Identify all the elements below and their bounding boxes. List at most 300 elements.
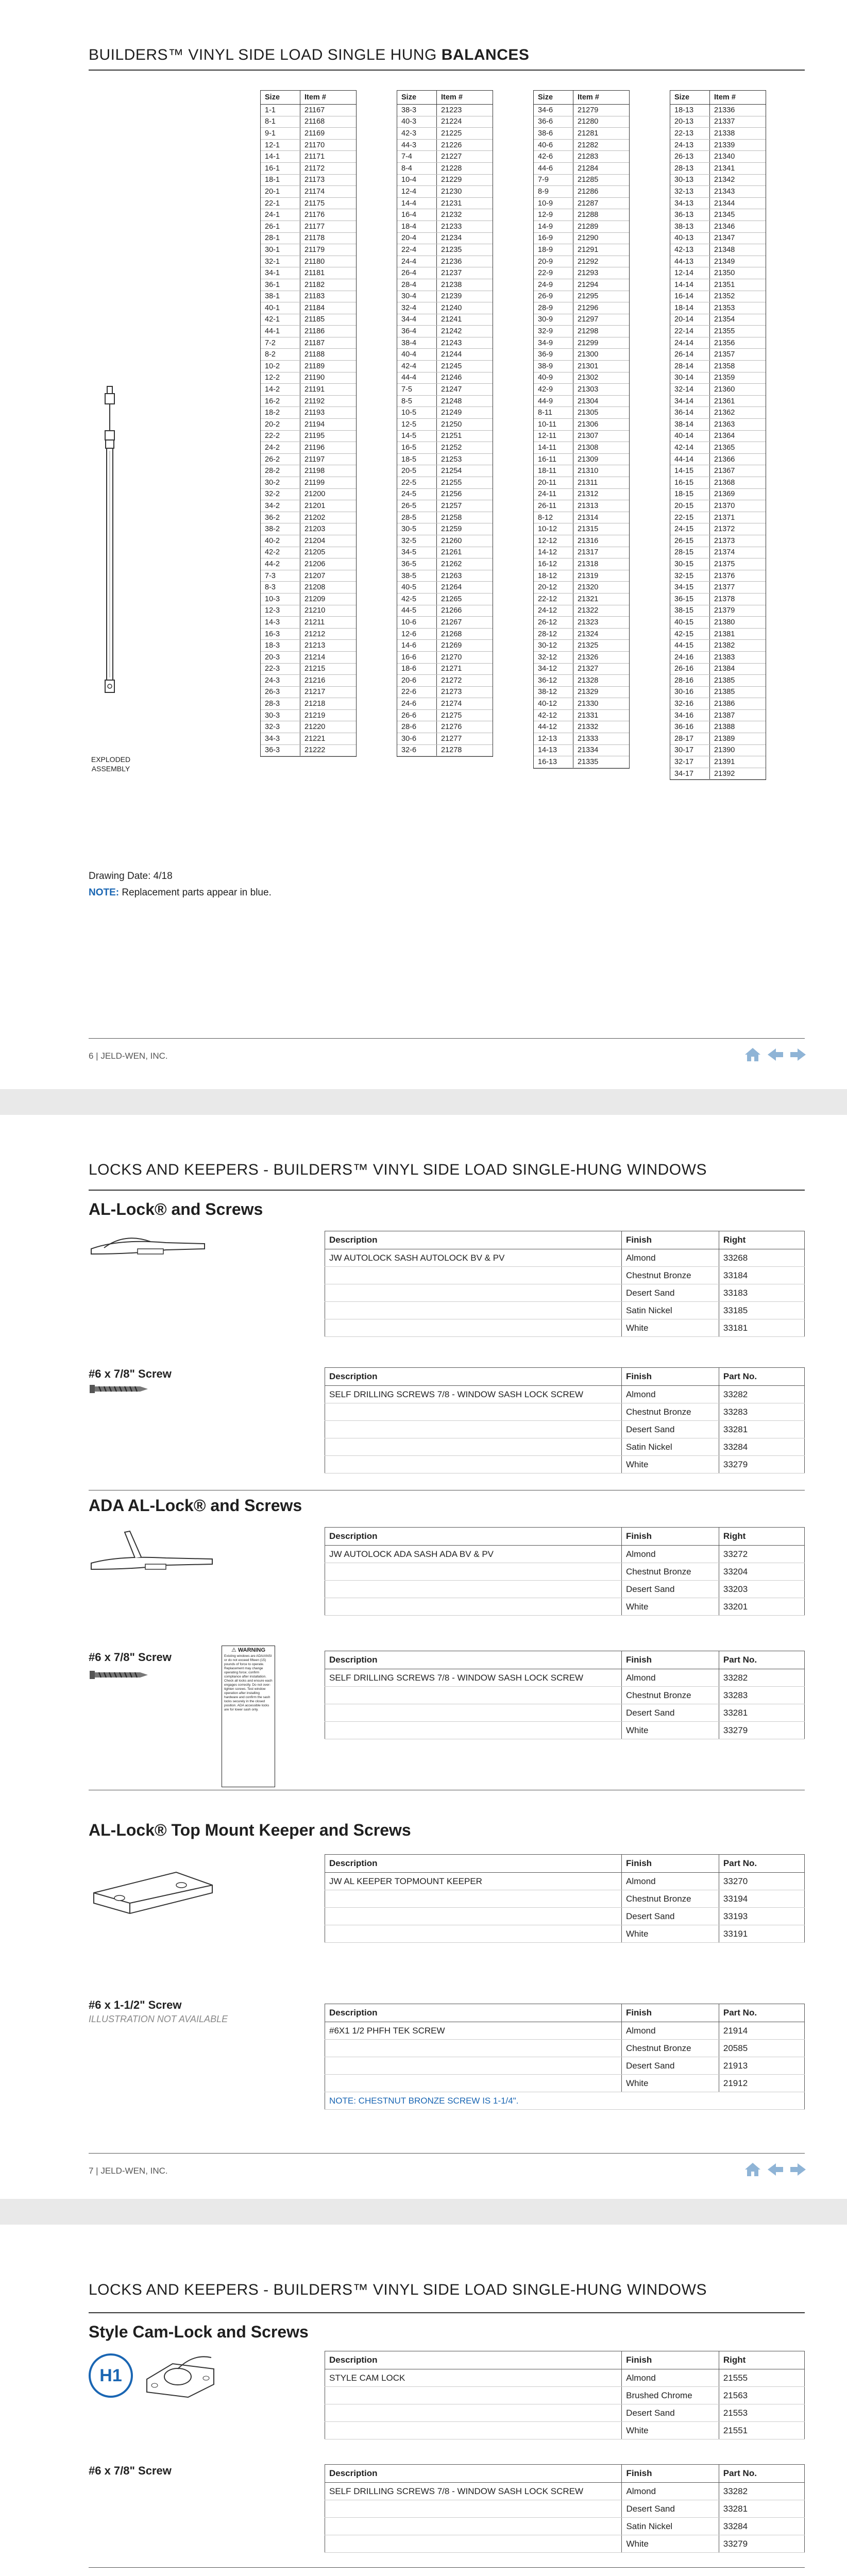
next-arrow-icon[interactable]: [789, 2162, 807, 2180]
balance-size: 24-3: [261, 675, 300, 687]
table-row: [534, 221, 629, 232]
balance-size: 34-13: [670, 197, 710, 209]
balance-size: 20-9: [534, 256, 573, 267]
balance-size: 20-5: [397, 465, 437, 477]
balance-item: 21325: [573, 640, 630, 652]
balance-item: 21235: [437, 244, 493, 256]
balance-size: 44-9: [534, 395, 573, 407]
table-row: [325, 1421, 805, 1438]
col-item: Item #: [573, 91, 630, 105]
table-row: [397, 337, 493, 349]
table-row: [397, 186, 493, 198]
table-row: [670, 675, 766, 687]
part-number: 21551: [719, 2422, 804, 2439]
balance-item: 21246: [437, 372, 493, 384]
balance-size: 14-3: [261, 617, 300, 629]
balance-size: 32-13: [670, 186, 710, 198]
part-number: 33268: [719, 1249, 804, 1267]
replacement-note: NOTE: Replacement parts appear in blue.: [89, 887, 272, 898]
table-row: [397, 617, 493, 629]
table-row: [261, 256, 356, 267]
part-description: [325, 1302, 622, 1319]
balance-size: 12-14: [670, 267, 710, 279]
balance-item: 21377: [710, 582, 766, 594]
balance-item: 21167: [300, 105, 357, 116]
part-number: 33203: [719, 1581, 804, 1598]
table-row: [397, 582, 493, 594]
part-number: 21563: [719, 2387, 804, 2404]
warning-label: ⚠ WARNING Existing windows are ADA/ANSI or do not exceed fifteen (15) pounds of force to operate. Replacement may change operating force; confirm compliance after installation. Check all locks and ensure each engages correctly. Do not over-tighten screws. Test window operation after installing hardware and confirm the sash locks securely in the closed position. ADA accessible locks are for lower sash only.: [222, 1646, 275, 1787]
prev-arrow-icon[interactable]: [767, 2162, 784, 2180]
balance-size: 30-17: [670, 744, 710, 756]
table-row: [397, 477, 493, 489]
balance-size: 22-14: [670, 326, 710, 337]
balance-item: 21184: [300, 302, 357, 314]
balance-size: 28-17: [670, 733, 710, 745]
balance-item: 21192: [300, 395, 357, 407]
col-finish: Finish: [621, 1651, 719, 1669]
table-row: [261, 128, 356, 140]
balance-size: 34-3: [261, 733, 300, 745]
balance-size: 42-13: [670, 244, 710, 256]
table-row: [670, 326, 766, 337]
table-row: [325, 2483, 805, 2500]
balance-item: 21187: [300, 337, 357, 349]
balance-item: 21171: [300, 151, 357, 163]
balance-item: 21236: [437, 256, 493, 267]
part-number: 33183: [719, 1284, 804, 1302]
balance-size: 34-9: [534, 337, 573, 349]
table-row: [670, 162, 766, 174]
table-row: [261, 279, 356, 291]
table-row: [670, 232, 766, 244]
part-description: [325, 1581, 622, 1598]
balance-item: 21364: [710, 430, 766, 442]
part-number: 33282: [719, 2483, 804, 2500]
balance-size: 18-9: [534, 244, 573, 256]
part-number: 33282: [719, 1386, 804, 1403]
balance-size: 7-4: [397, 151, 437, 163]
table-row: [261, 232, 356, 244]
balance-size: 20-14: [670, 314, 710, 326]
table-row: [261, 314, 356, 326]
table-row: [534, 314, 629, 326]
table-row: [261, 326, 356, 337]
table-cam-lock-screws: [325, 2464, 805, 2553]
table-row: [325, 1925, 805, 1943]
balance-size: 42-15: [670, 628, 710, 640]
balance-item: 21303: [573, 384, 630, 396]
part-number: 33283: [719, 1687, 804, 1704]
table-row: [325, 1687, 805, 1704]
table-row: [670, 756, 766, 768]
balance-item: 21337: [710, 116, 766, 128]
table-al-lock-screws: [325, 1367, 805, 1473]
balance-item: 21179: [300, 244, 357, 256]
home-icon[interactable]: [744, 2162, 761, 2180]
balance-item: 21257: [437, 500, 493, 512]
balance-item: 21177: [300, 221, 357, 232]
table-row: [534, 395, 629, 407]
table-row: [397, 105, 493, 116]
table-row: [397, 349, 493, 361]
table-row: [261, 291, 356, 302]
balance-item: 21253: [437, 453, 493, 465]
table-row: [534, 209, 629, 221]
balance-size: 8-9: [534, 186, 573, 198]
balance-item: 21322: [573, 605, 630, 617]
balance-size: 10-5: [397, 407, 437, 419]
balance-item: 21306: [573, 419, 630, 431]
part-description: SELF DRILLING SCREWS 7/8 - WINDOW SASH LOCK SCREW: [325, 1386, 622, 1403]
part-finish: Desert Sand: [622, 2404, 719, 2422]
balance-size: 20-1: [261, 186, 300, 198]
table-row: [397, 721, 493, 733]
table-row: [670, 570, 766, 582]
table-row: [670, 407, 766, 419]
table-row: [534, 605, 629, 617]
table-row: [261, 209, 356, 221]
col-finish: Finish: [621, 1528, 719, 1546]
part-description: [325, 1563, 622, 1581]
balance-size: 26-16: [670, 663, 710, 675]
table-row: [261, 558, 356, 570]
footer-rule: [89, 1038, 805, 1039]
balance-item: 21321: [573, 593, 630, 605]
balance-item: 21168: [300, 116, 357, 128]
balance-item: 21347: [710, 232, 766, 244]
balance-size: 16-9: [534, 232, 573, 244]
balance-size: 40-9: [534, 372, 573, 384]
table-row: [325, 2075, 805, 2092]
table-row: [534, 267, 629, 279]
table-row: [261, 698, 356, 710]
balance-size: 22-3: [261, 663, 300, 675]
part-number: 33281: [719, 1704, 804, 1722]
balance-item: 21371: [710, 512, 766, 523]
balance-size: 16-3: [261, 628, 300, 640]
balance-size: 36-9: [534, 349, 573, 361]
balance-item: 21227: [437, 151, 493, 163]
table-row: [670, 372, 766, 384]
balance-item: 21229: [437, 174, 493, 186]
table-row: [534, 617, 629, 629]
balance-item: 21225: [437, 128, 493, 140]
balance-item: 21283: [573, 151, 630, 163]
balance-item: 21304: [573, 395, 630, 407]
balance-item: 21169: [300, 128, 357, 140]
balance-item: 21288: [573, 209, 630, 221]
balance-item: 21202: [300, 512, 357, 523]
balance-size: 38-5: [397, 570, 437, 582]
part-number: 33184: [719, 1267, 804, 1284]
table-row: [261, 384, 356, 396]
balance-item: 21282: [573, 139, 630, 151]
balance-item: 21391: [710, 756, 766, 768]
balance-size: 16-4: [397, 209, 437, 221]
balance-item: 21195: [300, 430, 357, 442]
table-row: [534, 116, 629, 128]
balance-size: 26-2: [261, 453, 300, 465]
table-row: [670, 244, 766, 256]
table-row: [534, 453, 629, 465]
balance-item: 21203: [300, 523, 357, 535]
balance-item: 21188: [300, 349, 357, 361]
balance-item: 21190: [300, 372, 357, 384]
balance-item: 21211: [300, 617, 357, 629]
balance-size: 44-13: [670, 256, 710, 267]
table-row: [670, 151, 766, 163]
balance-item: 21240: [437, 302, 493, 314]
table-row: [397, 151, 493, 163]
table-row: [261, 361, 356, 372]
section-title-top-mount-keeper: AL-Lock® Top Mount Keeper and Screws: [89, 1821, 411, 1839]
balance-item: 21316: [573, 535, 630, 547]
part-finish: White: [621, 1456, 719, 1473]
balance-size: 32-17: [670, 756, 710, 768]
table-row: [261, 500, 356, 512]
part-number: 33281: [719, 1421, 804, 1438]
part-description: [325, 1403, 622, 1421]
balance-item: 21386: [710, 698, 766, 710]
table-row: [261, 477, 356, 489]
table-row: [534, 686, 629, 698]
balance-size: 36-2: [261, 512, 300, 523]
section-title-style-cam-lock: Style Cam-Lock and Screws: [89, 2323, 309, 2341]
balance-size: 24-6: [397, 698, 437, 710]
table-ada-al-lock: [325, 1527, 805, 1616]
table-row: [261, 349, 356, 361]
balance-item: 21335: [573, 756, 630, 768]
table-row: [261, 151, 356, 163]
table-row: [670, 709, 766, 721]
table-row: [397, 209, 493, 221]
balance-size: 7-5: [397, 384, 437, 396]
prev-arrow-icon[interactable]: [767, 1047, 784, 1065]
part-number: 21912: [719, 2075, 804, 2092]
balance-item: 21368: [710, 477, 766, 489]
balance-size: 20-11: [534, 477, 573, 489]
balance-item: 21356: [710, 337, 766, 349]
balance-item: 21369: [710, 488, 766, 500]
balance-item: 21205: [300, 547, 357, 558]
part-finish: Chestnut Bronze: [621, 1563, 719, 1581]
table-row: [325, 2387, 805, 2404]
col-finish: Finish: [621, 1368, 719, 1386]
col-finish: Finish: [621, 2004, 719, 2022]
balance-size: 34-5: [397, 547, 437, 558]
screw-title: #6 x 7/8" Screw: [89, 2464, 172, 2477]
table-row: [325, 1563, 805, 1581]
home-icon[interactable]: [744, 1047, 761, 1065]
balance-item: 21223: [437, 105, 493, 116]
table-row: [397, 232, 493, 244]
part-finish: White: [622, 2422, 719, 2439]
balance-size: 20-15: [670, 500, 710, 512]
table-row: [397, 442, 493, 454]
balance-item: 21210: [300, 605, 357, 617]
col-right: Right: [719, 1528, 804, 1546]
balance-size: 1-1: [261, 105, 300, 116]
header-rule: [89, 1190, 805, 1191]
balance-size: 28-3: [261, 698, 300, 710]
table-row: [534, 628, 629, 640]
balance-item: 21383: [710, 651, 766, 663]
balance-size: 42-2: [261, 547, 300, 558]
table-row: [534, 419, 629, 431]
table-row: [261, 547, 356, 558]
table-row: [534, 512, 629, 523]
table-row: [397, 628, 493, 640]
table-row: [325, 2500, 805, 2518]
part-finish: Chestnut Bronze: [621, 1403, 719, 1421]
part-finish: Almond: [622, 1873, 719, 1890]
table-row: [325, 2518, 805, 2535]
table-row: [325, 1302, 805, 1319]
balance-size: 38-4: [397, 337, 437, 349]
table-row: [397, 675, 493, 687]
balance-size: 32-14: [670, 384, 710, 396]
balance-item: 21355: [710, 326, 766, 337]
col-description: Description: [325, 2351, 622, 2369]
balance-item: 21287: [573, 197, 630, 209]
balance-column-3: [533, 90, 630, 769]
part-finish: Almond: [622, 2483, 719, 2500]
balance-item: 21172: [300, 162, 357, 174]
balance-item: 21333: [573, 733, 630, 745]
col-description: Description: [325, 1528, 622, 1546]
table-row: [325, 1249, 805, 1267]
part-finish: Desert Sand: [621, 2057, 719, 2075]
balance-size: 20-3: [261, 651, 300, 663]
table-row: [534, 651, 629, 663]
balance-item: 21204: [300, 535, 357, 547]
table-row: [670, 465, 766, 477]
balance-item: 21309: [573, 453, 630, 465]
part-description: [325, 1908, 622, 1925]
table-row: [397, 326, 493, 337]
table-row: [261, 162, 356, 174]
balance-size: 10-3: [261, 593, 300, 605]
balance-size: 24-12: [534, 605, 573, 617]
table-row: [397, 453, 493, 465]
table-row: [670, 361, 766, 372]
balance-item: 21359: [710, 372, 766, 384]
table-row: [397, 558, 493, 570]
part-description: [325, 1284, 622, 1302]
table-row: [670, 314, 766, 326]
part-finish: Desert Sand: [622, 1908, 719, 1925]
part-description: SELF DRILLING SCREWS 7/8 - WINDOW SASH LOCK SCREW: [325, 1669, 622, 1687]
part-description: [325, 1704, 622, 1722]
balance-size: 12-3: [261, 605, 300, 617]
section-rule: [89, 2567, 805, 2568]
part-number: 33193: [719, 1908, 804, 1925]
part-number: 33272: [719, 1546, 804, 1563]
balance-item: 21197: [300, 453, 357, 465]
next-arrow-icon[interactable]: [789, 1047, 807, 1065]
part-number: 21553: [719, 2404, 804, 2422]
balance-item: 21284: [573, 162, 630, 174]
balance-item: 21224: [437, 116, 493, 128]
table-row: [670, 267, 766, 279]
balance-item: 21277: [437, 733, 493, 745]
table-row: [670, 453, 766, 465]
table-row: [670, 512, 766, 523]
balance-item: 21265: [437, 593, 493, 605]
table-row: [534, 477, 629, 489]
table-row: [670, 523, 766, 535]
table-row: [397, 372, 493, 384]
exploded-assembly-label: EXPLODED ASSEMBLY: [91, 755, 131, 773]
balance-size: 44-5: [397, 605, 437, 617]
part-description: JW AUTOLOCK ADA SASH ADA BV & PV: [325, 1546, 622, 1563]
balance-size: 20-13: [670, 116, 710, 128]
balance-size: 44-2: [261, 558, 300, 570]
balance-size: 42-4: [397, 361, 437, 372]
part-description: [325, 2518, 622, 2535]
balance-size: 38-9: [534, 361, 573, 372]
part-number: 21555: [719, 2369, 804, 2387]
balance-item: 21262: [437, 558, 493, 570]
balance-item: 21176: [300, 209, 357, 221]
part-number: 33201: [719, 1598, 804, 1616]
balance-item: 21194: [300, 419, 357, 431]
section-title-al-lock: AL-Lock® and Screws: [89, 1200, 263, 1218]
page-nav: [744, 1047, 807, 1065]
title-rule: [89, 70, 805, 71]
table-row: [261, 407, 356, 419]
balance-size: 10-2: [261, 361, 300, 372]
balance-size: 40-1: [261, 302, 300, 314]
table-row: [261, 465, 356, 477]
table-row: [670, 105, 766, 116]
balance-item: 21293: [573, 267, 630, 279]
balance-item: 21375: [710, 558, 766, 570]
balance-item: 21219: [300, 709, 357, 721]
balance-size: 38-3: [397, 105, 437, 116]
table-ada-screws: [325, 1651, 805, 1739]
balance-item: 21268: [437, 628, 493, 640]
part-description: [325, 2535, 622, 2553]
table-row: [325, 1908, 805, 1925]
balance-item: 21392: [710, 768, 766, 779]
balance-size: 24-16: [670, 651, 710, 663]
balance-item: 21269: [437, 640, 493, 652]
balance-size: 36-6: [534, 116, 573, 128]
balance-item: 21218: [300, 698, 357, 710]
balance-size: 8-4: [397, 162, 437, 174]
style-cam-lock-drawing: [142, 2348, 219, 2405]
balance-size: 40-12: [534, 698, 573, 710]
table-row: [534, 186, 629, 198]
table-row: [670, 186, 766, 198]
balance-item: 21267: [437, 617, 493, 629]
balance-item: 21230: [437, 186, 493, 198]
part-number: 33279: [719, 2535, 804, 2553]
table-row: [534, 709, 629, 721]
col-description: Description: [325, 1231, 622, 1249]
col-item: Item #: [710, 91, 766, 105]
balance-size: 24-14: [670, 337, 710, 349]
table-row: [534, 279, 629, 291]
part-finish: Almond: [622, 2369, 719, 2387]
table-row: [325, 2369, 805, 2387]
balance-item: 21199: [300, 477, 357, 489]
table-row: [670, 291, 766, 302]
balance-size: 36-13: [670, 209, 710, 221]
balance-size: 28-4: [397, 279, 437, 291]
